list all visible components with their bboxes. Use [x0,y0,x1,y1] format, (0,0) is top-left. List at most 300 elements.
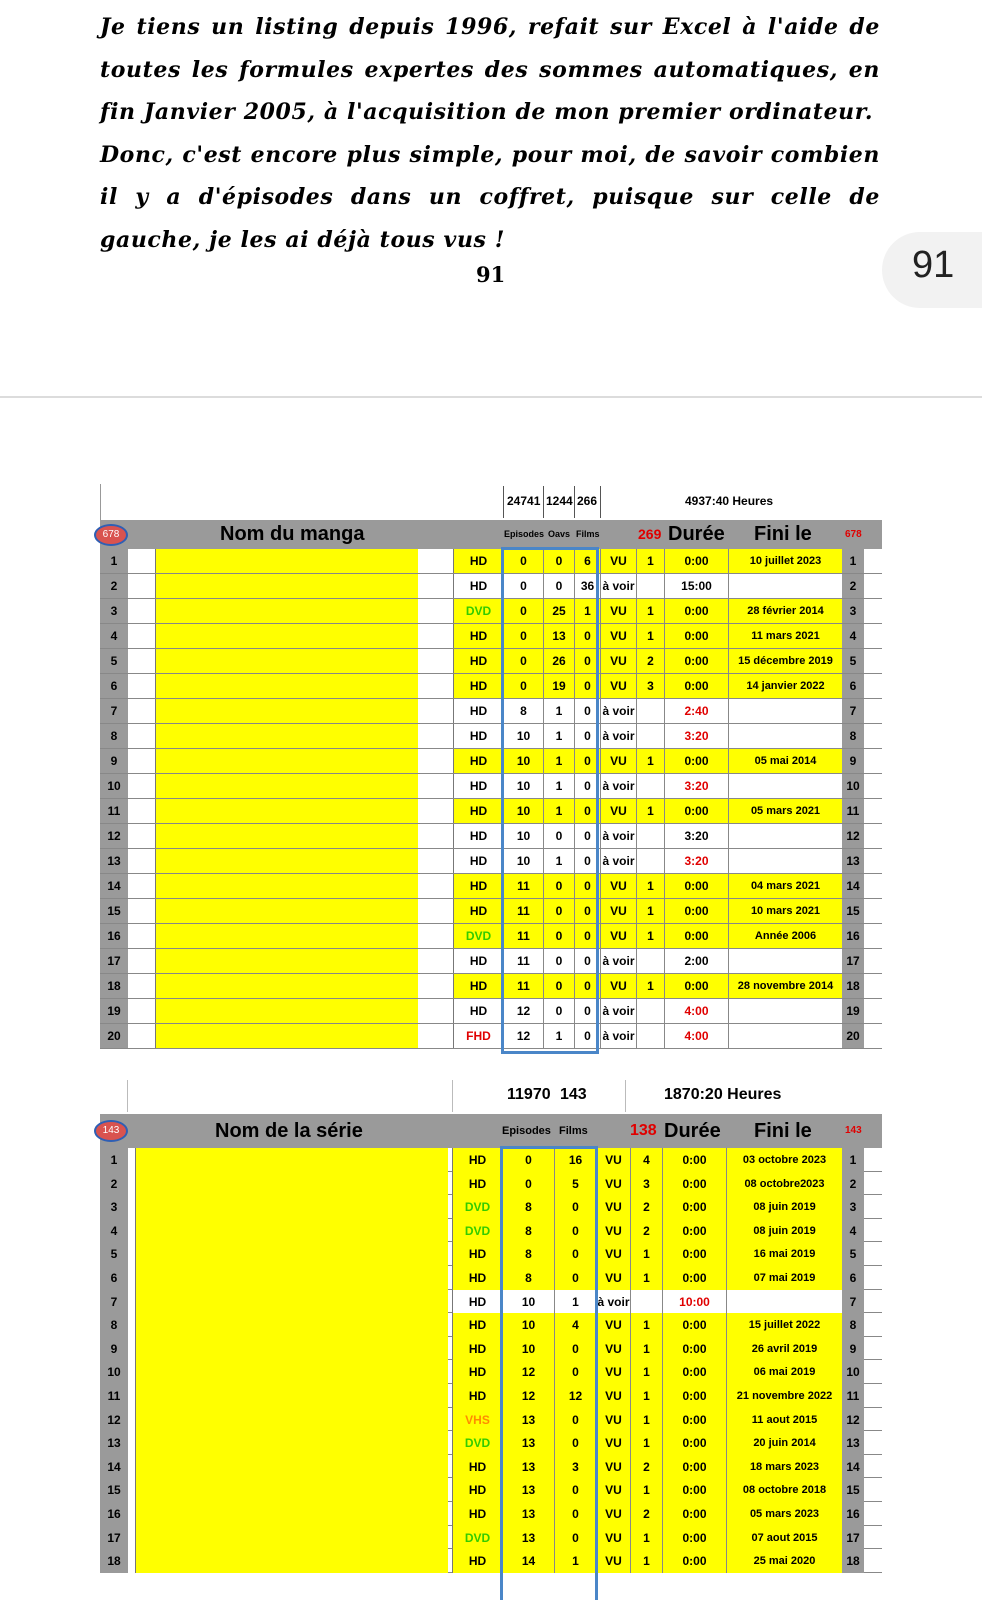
row-index-right: 8 [842,1313,864,1337]
table-row [100,624,882,649]
row-duree: 0:00 [662,1455,726,1479]
row-times: 3 [630,1172,662,1196]
row-name-cell [156,849,418,873]
row-name-cell [136,1219,448,1243]
row-name-cell [136,1455,448,1479]
row-films: 0 [554,1360,596,1384]
row-format: HD [453,649,503,673]
row-oavs: 1 [543,724,574,748]
row-name-cell [136,1266,448,1290]
row-duree: 0:00 [662,1408,726,1432]
row-fini [728,724,842,748]
row-index: 12 [100,824,128,848]
row-name-cell [156,624,418,648]
row-name-cell [156,1024,418,1048]
row-name-cell [156,824,418,848]
row-index: 2 [100,574,128,598]
row-times [636,724,664,748]
row-times: 1 [630,1242,662,1266]
row-name-cell [156,699,418,723]
row-blank-cell [128,699,156,723]
row-index-right: 4 [842,624,864,648]
row-format: HD [452,1478,502,1502]
manga-rows [100,549,882,1049]
row-duree: 4:00 [664,999,728,1023]
row-duree: 0:00 [662,1148,726,1172]
row-index-right: 12 [842,1408,864,1432]
row-duree: 10:00 [662,1290,726,1314]
row-times: 2 [630,1195,662,1219]
row-films: 1 [554,1290,596,1314]
row-oavs: 0 [543,824,574,848]
table-row [100,874,882,899]
row-films: 0 [574,774,600,798]
row-index: 1 [100,1148,128,1172]
row-blank-cell [128,874,156,898]
row-status: VU [596,1408,630,1432]
table-row [100,1266,882,1290]
row-fini: 11 aout 2015 [726,1408,842,1432]
row-format: DVD [453,599,503,623]
row-index-right: 9 [842,1337,864,1361]
row-oavs: 13 [543,624,574,648]
row-status: à voir [600,849,636,873]
table-row [100,1549,882,1573]
row-blank-cell [128,1455,136,1479]
row-episodes: 12 [503,1024,543,1048]
row-index: 3 [100,1195,128,1219]
row-format: HD [453,999,503,1023]
total-hours: 1870:20 Heures [664,1086,782,1103]
row-episodes: 0 [503,674,543,698]
row-blank-cell [128,1172,136,1196]
row-format: HD [452,1360,502,1384]
row-status: VU [596,1526,630,1550]
row-times [636,824,664,848]
row-name-cell [136,1313,448,1337]
row-index-right: 7 [842,1290,864,1314]
table-row [100,924,882,949]
row-blank-cell [128,1148,136,1172]
row-status: VU [600,624,636,648]
table-row [100,999,882,1024]
row-fini: 28 février 2014 [728,599,842,623]
row-status: à voir [600,949,636,973]
row-oavs: 1 [543,799,574,823]
row-times: 1 [630,1408,662,1432]
row-name-cell [136,1290,448,1314]
row-episodes: 11 [503,974,543,998]
row-films: 0 [554,1337,596,1361]
row-status: VU [596,1172,630,1196]
row-fini: 04 mars 2021 [728,874,842,898]
row-index-right: 1 [842,549,864,573]
row-times: 1 [636,624,664,648]
row-fini: 18 mars 2023 [726,1455,842,1479]
row-fini: 14 janvier 2022 [728,674,842,698]
row-status: VU [596,1242,630,1266]
row-episodes: 10 [502,1313,554,1337]
row-duree: 0:00 [662,1337,726,1361]
seen-count: 138 [630,1122,657,1139]
row-fini [728,824,842,848]
total-hours: 4937:40 Heures [685,494,774,508]
table-row [100,1313,882,1337]
row-episodes: 10 [503,749,543,773]
row-times: 1 [630,1549,662,1573]
row-episodes: 13 [502,1502,554,1526]
row-oavs: 19 [543,674,574,698]
row-index-right: 17 [842,949,864,973]
row-episodes: 10 [503,724,543,748]
row-fini [728,949,842,973]
row-films: 5 [554,1172,596,1196]
row-index: 3 [100,599,128,623]
row-episodes: 8 [502,1266,554,1290]
row-episodes: 13 [502,1408,554,1432]
row-name-cell [156,724,418,748]
row-format: HD [453,624,503,648]
row-episodes: 10 [503,849,543,873]
row-name-cell [136,1502,448,1526]
row-index-right: 15 [842,899,864,923]
row-blank-cell [128,899,156,923]
row-blank-cell [128,574,156,598]
row-episodes: 0 [503,549,543,573]
row-status: à voir [600,999,636,1023]
row-fini: 28 novembre 2014 [728,974,842,998]
row-fini: 10 juillet 2023 [728,549,842,573]
col-header-name: Nom du manga [220,523,365,545]
table-row [100,974,882,999]
table-row [100,1242,882,1266]
row-index-right: 1 [842,1148,864,1172]
row-episodes: 8 [502,1242,554,1266]
row-oavs: 1 [543,774,574,798]
table-row [100,949,882,974]
row-index-right: 9 [842,749,864,773]
row-index: 9 [100,749,128,773]
row-duree: 0:00 [662,1266,726,1290]
row-duree: 4:00 [664,1024,728,1048]
row-duree: 0:00 [662,1384,726,1408]
row-name-cell [136,1148,448,1172]
table-row [100,774,882,799]
row-name-cell [156,949,418,973]
row-fini [728,999,842,1023]
count-right: 143 [845,1125,862,1136]
row-duree: 3:20 [664,774,728,798]
row-oavs: 0 [543,574,574,598]
row-times [636,1024,664,1048]
row-name-cell [136,1478,448,1502]
row-times: 1 [630,1313,662,1337]
row-films: 3 [554,1455,596,1479]
row-duree: 0:00 [662,1360,726,1384]
row-times: 2 [630,1455,662,1479]
row-fini [728,774,842,798]
row-status: VU [600,549,636,573]
row-index-right: 17 [842,1526,864,1550]
row-format: HD [452,1455,502,1479]
row-fini: 03 octobre 2023 [726,1148,842,1172]
table-row [100,1455,882,1479]
row-fini: 05 mars 2021 [728,799,842,823]
row-index: 5 [100,1242,128,1266]
row-blank-cell [128,799,156,823]
col-header-episodes: Episodes [502,1125,551,1137]
row-name-cell [156,599,418,623]
row-index-right: 3 [842,1195,864,1219]
row-fini: 11 mars 2021 [728,624,842,648]
row-index: 1 [100,549,128,573]
row-status: à voir [596,1290,630,1314]
row-oavs: 25 [543,599,574,623]
table-row [100,1148,882,1172]
table-row [100,1195,882,1219]
row-format: HD [453,899,503,923]
row-episodes: 0 [502,1172,554,1196]
row-blank-cell [128,1384,136,1408]
row-format: HD [452,1384,502,1408]
row-times: 1 [636,749,664,773]
row-times: 1 [630,1384,662,1408]
row-blank-cell [128,849,156,873]
row-times: 2 [630,1502,662,1526]
row-duree: 0:00 [662,1242,726,1266]
row-index-right: 6 [842,674,864,698]
row-films: 0 [574,924,600,948]
row-oavs: 0 [543,924,574,948]
row-status: à voir [600,1024,636,1048]
row-index: 11 [100,799,128,823]
row-format: HD [453,799,503,823]
total-films: 266 [577,494,598,508]
row-status: VU [596,1455,630,1479]
paragraph-1: Je tiens un listing depuis 1996, refait sur Excel à l'aide de toutes les formules expertes des sommes automatiques, en fin Janvier 2005, à l'acquisition de mon premier ordinateur. [100,14,880,125]
row-index-right: 2 [842,574,864,598]
row-blank-cell [128,674,156,698]
row-blank-cell [128,599,156,623]
row-oavs: 1 [543,699,574,723]
row-films: 6 [574,549,600,573]
row-status: VU [596,1478,630,1502]
row-index: 18 [100,974,128,998]
col-header-films: Films [559,1125,588,1137]
row-oavs: 0 [543,974,574,998]
document-text [100,6,880,261]
row-times [636,999,664,1023]
row-episodes: 10 [502,1290,554,1314]
row-name-cell [136,1172,448,1196]
row-duree: 0:00 [664,549,728,573]
row-times: 1 [630,1337,662,1361]
row-format: HD [452,1313,502,1337]
row-format: HD [453,849,503,873]
table-row [100,799,882,824]
row-films: 0 [554,1219,596,1243]
row-index-right: 10 [842,1360,864,1384]
row-status: VU [596,1431,630,1455]
row-oavs: 1 [543,749,574,773]
row-blank-cell [128,1266,136,1290]
row-status: VU [596,1219,630,1243]
row-films: 0 [574,624,600,648]
row-format: HD [452,1502,502,1526]
count-oval-left: 678 [94,524,128,546]
row-index-right: 2 [842,1172,864,1196]
col-header-duree: Durée [668,523,725,545]
row-oavs: 0 [543,949,574,973]
row-index: 14 [100,1455,128,1479]
row-status: à voir [600,699,636,723]
page-number: 91 [476,262,506,287]
row-films: 0 [574,824,600,848]
row-index-right: 6 [842,1266,864,1290]
row-index: 8 [100,1313,128,1337]
row-duree: 0:00 [664,924,728,948]
row-name-cell [136,1195,448,1219]
row-name-cell [156,549,418,573]
row-fini [728,699,842,723]
row-duree: 0:00 [662,1526,726,1550]
row-index: 10 [100,1360,128,1384]
row-index: 6 [100,674,128,698]
row-fini: 08 octobre2023 [726,1172,842,1196]
row-films: 0 [574,874,600,898]
row-format: HD [453,874,503,898]
row-status: VU [596,1549,630,1573]
row-fini: 15 juillet 2022 [726,1313,842,1337]
col-header-oavs: Oavs [548,529,571,539]
row-status: à voir [600,724,636,748]
row-duree: 0:00 [662,1431,726,1455]
row-duree: 0:00 [664,674,728,698]
row-films: 12 [554,1384,596,1408]
series-header-row [100,1114,882,1148]
row-name-cell [156,649,418,673]
row-duree: 0:00 [662,1478,726,1502]
row-blank-cell [128,949,156,973]
page-separator [0,396,982,398]
row-episodes: 0 [502,1148,554,1172]
row-index: 8 [100,724,128,748]
row-duree: 0:00 [662,1502,726,1526]
table-row [100,549,882,574]
row-films: 0 [574,999,600,1023]
row-episodes: 0 [503,624,543,648]
row-index: 16 [100,924,128,948]
row-format: HD [452,1242,502,1266]
row-times: 3 [636,674,664,698]
row-times: 1 [636,974,664,998]
row-format: HD [453,974,503,998]
row-index-right: 12 [842,824,864,848]
row-index-right: 16 [842,1502,864,1526]
row-status: VU [600,599,636,623]
table-row [100,649,882,674]
row-blank-cell [128,624,156,648]
row-format: HD [453,724,503,748]
row-fini [726,1290,842,1314]
row-duree: 15:00 [664,574,728,598]
row-index: 11 [100,1384,128,1408]
row-blank-cell [128,1024,156,1048]
row-films: 0 [574,899,600,923]
col-header-fini: Fini le [754,523,812,545]
row-duree: 2:40 [664,699,728,723]
row-episodes: 0 [503,574,543,598]
row-blank-cell [128,1549,136,1573]
row-fini: 20 juin 2014 [726,1431,842,1455]
row-fini: 21 novembre 2022 [726,1384,842,1408]
row-blank-cell [128,1313,136,1337]
row-fini: 16 mai 2019 [726,1242,842,1266]
row-episodes: 10 [503,824,543,848]
row-duree: 0:00 [664,649,728,673]
row-status: à voir [600,574,636,598]
row-format: DVD [452,1195,502,1219]
table-row [100,699,882,724]
row-format: DVD [452,1219,502,1243]
row-episodes: 8 [502,1195,554,1219]
row-films: 0 [574,749,600,773]
row-format: HD [453,949,503,973]
row-episodes: 11 [503,899,543,923]
row-fini: 07 mai 2019 [726,1266,842,1290]
row-blank-cell [128,974,156,998]
row-index: 14 [100,874,128,898]
table-row [100,1502,882,1526]
row-duree: 2:00 [664,949,728,973]
series-spreadsheet [100,1078,882,1573]
row-oavs: 1 [543,1024,574,1048]
row-episodes: 10 [503,799,543,823]
row-index-right: 13 [842,849,864,873]
row-status: VU [596,1337,630,1361]
row-format: HD [452,1337,502,1361]
series-rows [100,1148,882,1573]
row-index-right: 4 [842,1219,864,1243]
row-duree: 3:20 [664,724,728,748]
row-blank-cell [128,1478,136,1502]
row-fini: Année 2006 [728,924,842,948]
row-blank-cell [128,1195,136,1219]
row-index: 17 [100,949,128,973]
row-name-cell [136,1360,448,1384]
row-times: 2 [630,1219,662,1243]
row-films: 0 [574,849,600,873]
row-films: 36 [574,574,600,598]
row-duree: 0:00 [664,799,728,823]
row-blank-cell [128,924,156,948]
row-name-cell [156,774,418,798]
row-index-right: 18 [842,974,864,998]
row-films: 0 [574,724,600,748]
row-status: VU [596,1502,630,1526]
row-name-cell [136,1242,448,1266]
table-row [100,1172,882,1196]
row-fini: 15 décembre 2019 [728,649,842,673]
row-index: 5 [100,649,128,673]
row-times: 1 [630,1431,662,1455]
row-format: HD [453,699,503,723]
row-name-cell [156,999,418,1023]
row-films: 0 [574,674,600,698]
row-duree: 3:20 [664,849,728,873]
row-name-cell [136,1526,448,1550]
row-name-cell [136,1549,448,1573]
